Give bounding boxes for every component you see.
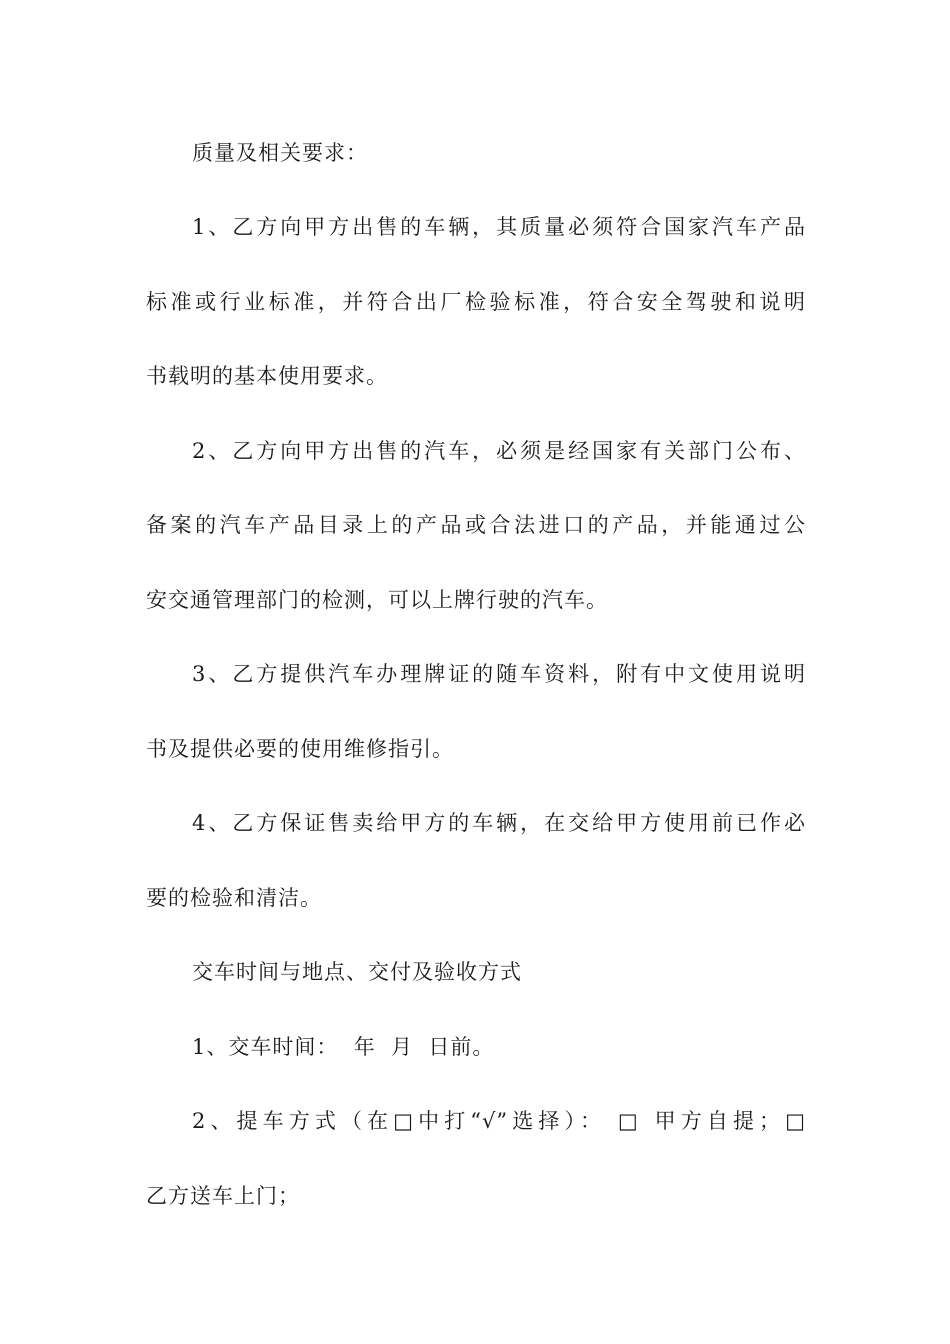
paragraph-line: 3、乙方提供汽车办理牌证的随车资料，附有中文使用说明: [192, 662, 806, 686]
paragraph-line: 1、交车时间： 年 月 日前。: [192, 1035, 495, 1059]
paragraph-line: 安交通管理部门的检测，可以上牌行驶的汽车。: [146, 588, 608, 612]
paragraph-line: 标准或行业标准，并符合出厂检验标准，符合安全驾驶和说明: [146, 290, 806, 314]
paragraph-line: 1、乙方向甲方出售的车辆，其质量必须符合国家汽车产品: [192, 215, 806, 239]
paragraph-line: 书载明的基本使用要求。: [146, 364, 388, 388]
paragraph-line: 2、提车方式（在□中打“√”选择）： □ 甲方自提；□: [192, 1109, 806, 1133]
paragraph-line: 2、乙方向甲方出售的汽车，必须是经国家有关部门公布、: [192, 439, 806, 463]
section-heading-delivery: 交车时间与地点、交付及验收方式: [192, 960, 522, 984]
section-heading-quality: 质量及相关要求：: [192, 141, 368, 165]
paragraph-line: 乙方送车上门；: [146, 1184, 300, 1208]
paragraph-line: 要的检验和清洁。: [146, 886, 322, 910]
paragraph-line: 备案的汽车产品目录上的产品或合法进口的产品，并能通过公: [146, 513, 806, 537]
paragraph-line: 4、乙方保证售卖给甲方的车辆，在交给甲方使用前已作必: [192, 811, 806, 835]
paragraph-line: 书及提供必要的使用维修指引。: [146, 737, 454, 761]
